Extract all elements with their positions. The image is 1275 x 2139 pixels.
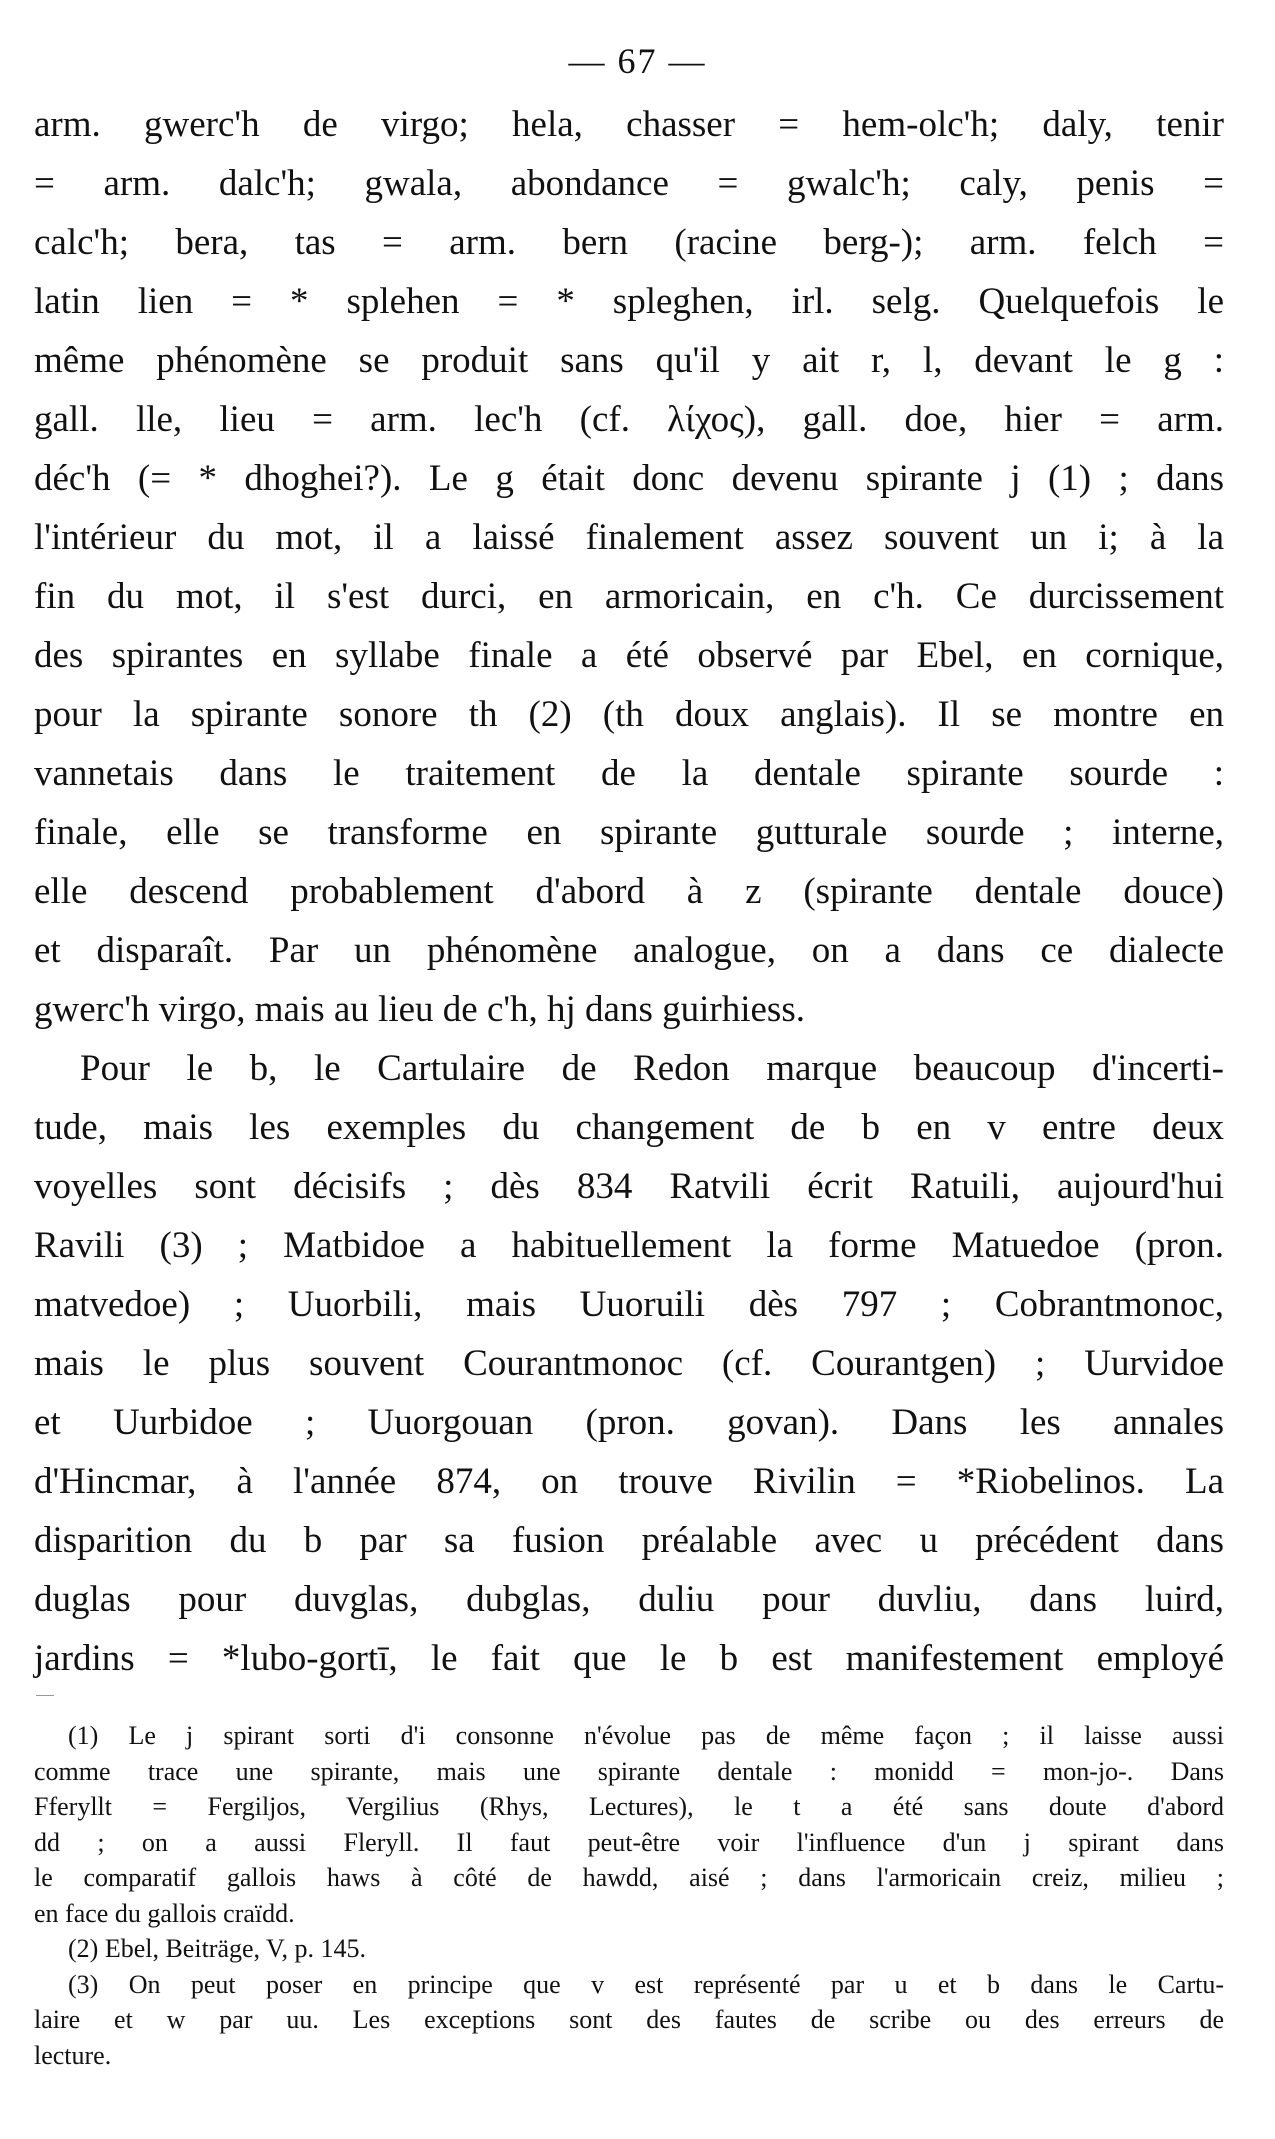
text-line: fin du mot, il s'est durci, en armoricain, en c'h. Ce durcissement bbox=[34, 576, 1224, 617]
text-line: = arm. dalc'h; gwala, abondance = gwalc'h; caly, penis = bbox=[34, 163, 1224, 204]
footnotes bbox=[34, 1718, 1224, 2073]
text-line: déc'h (= * dhoghei?). Le g était donc devenu spirante j (1) ; dans bbox=[34, 458, 1224, 499]
text-line: calc'h; bera, tas = arm. bern (racine berg-); arm. felch = bbox=[34, 222, 1224, 263]
text-line: gall. lle, lieu = arm. lec'h (cf. λίχος), gall. doe, hier = arm. bbox=[34, 399, 1224, 440]
footnote-line: en face du gallois craïdd. bbox=[34, 1898, 295, 1928]
text-line: latin lien = * splehen = * spleghen, irl. selg. Quelquefois le bbox=[34, 281, 1224, 322]
page-number: — 67 — bbox=[568, 41, 707, 81]
text-line: l'intérieur du mot, il a laissé finalement assez souvent un i; à la bbox=[34, 517, 1224, 558]
text-line: vannetais dans le traitement de la dentale spirante sourde : bbox=[34, 753, 1224, 794]
text-line: et Uurbidoe ; Uuorgouan (pron. govan). Dans les annales bbox=[34, 1402, 1224, 1443]
text-line: voyelles sont décisifs ; dès 834 Ratvili écrit Ratuili, aujourd'hui bbox=[34, 1166, 1224, 1207]
text-line: jardins = *lubo-gortī, le fait que le b est manifestement employé bbox=[34, 1638, 1224, 1679]
text-line: arm. gwerc'h de virgo; hela, chasser = hem-olc'h; daly, tenir bbox=[34, 104, 1224, 145]
footnote-separator bbox=[36, 1695, 54, 1696]
text-line: et disparaît. Par un phénomène analogue, on a dans ce dialecte bbox=[34, 930, 1224, 971]
text-line: tude, mais les exemples du changement de b en v entre deux bbox=[34, 1107, 1224, 1148]
text-line: mais le plus souvent Courantmonoc (cf. Courantgen) ; Uurvidoe bbox=[34, 1343, 1224, 1384]
footnote-line: (2) Ebel, Beiträge, V, p. 145. bbox=[68, 1934, 366, 1963]
text-line: des spirantes en syllabe finale a été observé par Ebel, en cornique, bbox=[34, 635, 1224, 676]
footnote-line: laire et w par uu. Les exceptions sont des fautes de scribe ou des erreurs de bbox=[34, 2005, 1224, 2034]
text-line: finale, elle se transforme en spirante gutturale sourde ; interne, bbox=[34, 812, 1224, 853]
footnote-line: dd ; on a aussi Fleryll. Il faut peut-être voir l'influence d'un j spirant dans bbox=[34, 1827, 1224, 1857]
text-line: disparition du b par sa fusion préalable avec u précédent dans bbox=[34, 1520, 1224, 1561]
footnote-line: (3) On peut poser en principe que v est représenté par u et b dans le Cartu- bbox=[68, 1969, 1224, 1999]
text-line: elle descend probablement d'abord à z (spirante dentale douce) bbox=[34, 871, 1224, 912]
text-line: pour la spirante sonore th (2) (th doux anglais). Il se montre en bbox=[34, 694, 1224, 735]
text-line: Pour le b, le Cartulaire de Redon marque beaucoup d'incerti- bbox=[80, 1048, 1224, 1089]
footnote-line: comme trace une spirante, mais une spirante dentale : monidd = mon-jo-. Dans bbox=[34, 1756, 1224, 1786]
footnote-line: le comparatif gallois haws à côté de hawdd, aisé ; dans l'armoricain creiz, milieu ; bbox=[34, 1863, 1224, 1892]
text-line: duglas pour duvglas, dubglas, duliu pour duvliu, dans luird, bbox=[34, 1579, 1224, 1620]
text-line: gwerc'h virgo, mais au lieu de c'h, hj dans guirhiess. bbox=[34, 989, 805, 1030]
footnote-line: (1) Le j spirant sorti d'i consonne n'évolue pas de même façon ; il laisse aussi bbox=[68, 1721, 1224, 1750]
text-line: matvedoe) ; Uuorbili, mais Uuoruili dès 797 ; Cobrantmonoc, bbox=[34, 1284, 1224, 1325]
text-line: d'Hincmar, à l'année 874, on trouve Rivilin = *Riobelinos. La bbox=[34, 1461, 1224, 1502]
footnote-line: Fferyllt = Fergiljos, Vergilius (Rhys, Lectures), le t a été sans doute d'abord bbox=[34, 1792, 1224, 1821]
footnote-line: lecture. bbox=[34, 2040, 112, 2070]
main-text bbox=[34, 95, 1224, 1688]
text-line: Ravili (3) ; Matbidoe a habituellement la forme Matuedoe (pron. bbox=[34, 1225, 1224, 1266]
text-line: même phénomène se produit sans qu'il y ait r, l, devant le g : bbox=[34, 340, 1224, 381]
